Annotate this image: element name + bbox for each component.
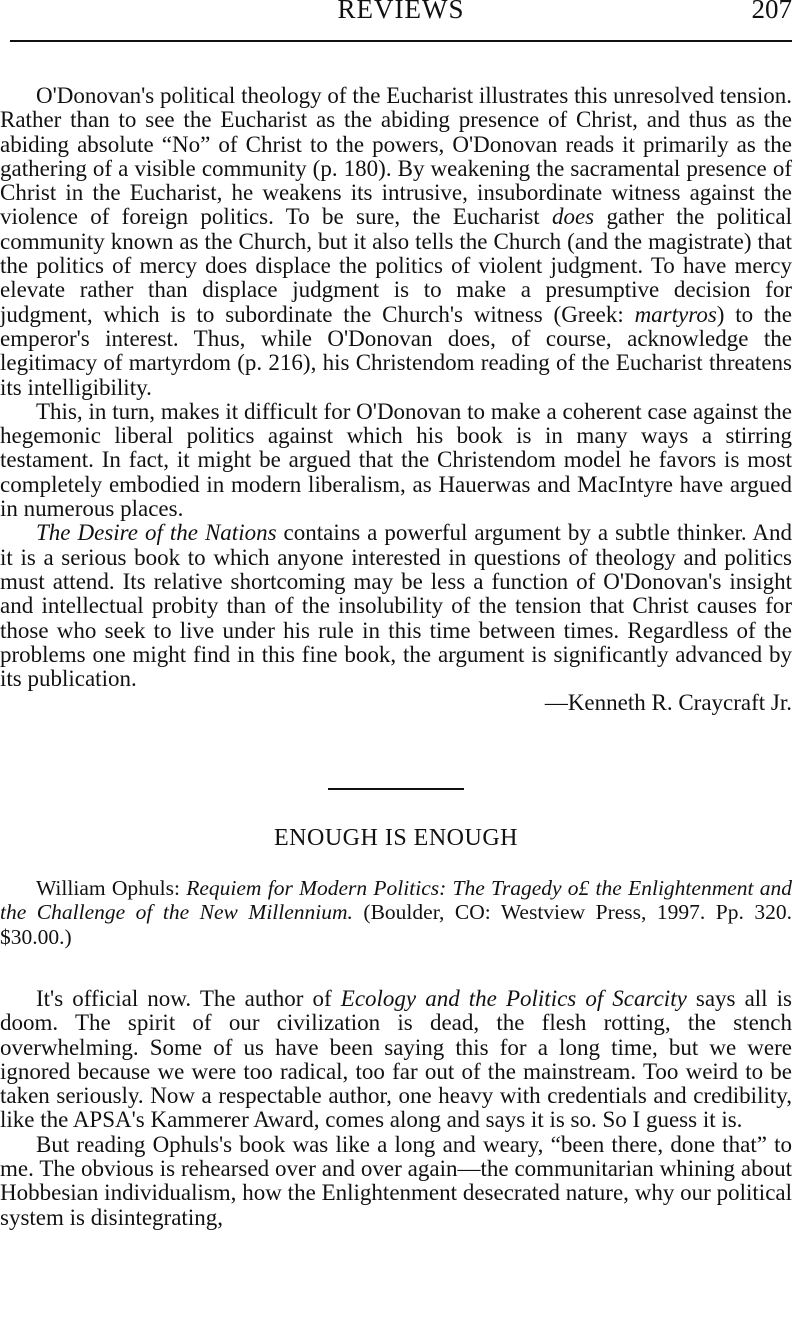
article-body bbox=[0, 84, 792, 1230]
review2-paragraph-2: But reading Ophuls's book was like a long and weary, “been there, done that” to me. The obvious is rehearsed over and over again—the communitarian whining about Hobbesian individualism, how the Enlightenment desecrated nature, why our political system is disintegrating, bbox=[0, 1131, 792, 1230]
review2-paragraph-1: It's official now. The author of Ecology and the Politics of Scarcity says all is doom. The spirit of our civilization is dead, the flesh rotting, the stench overwhelming. Some of us have been saying this for a long time, but we were ignored because we were too radical, too far out of the mainstream. Too weird to be taken seriously. Now a respectable author, one heavy with credentials and credibility, like the APSA's Kammerer Award, comes along and says it is so. So I guess it is. bbox=[0, 985, 792, 1133]
running-head-title: REVIEWS bbox=[337, 0, 465, 24]
section-divider bbox=[328, 788, 464, 790]
review1-signature: —Kenneth R. Craycraft Jr. bbox=[544, 690, 792, 716]
review2-title: ENOUGH IS ENOUGH bbox=[274, 824, 518, 851]
review1-paragraph-2: This, in turn, makes it difficult for O'Donovan to make a coherent case against the hegemonic liberal politics against which his book is in many ways a stirring testament. In fact, it might be argued that the Christendom model he favors is most completely embodied in modern liberalism, as Hauerwas and MacIntyre have argued in numerous places. bbox=[0, 398, 792, 522]
review-oDonovan bbox=[0, 84, 792, 716]
review1-paragraph-3: The Desire of the Nations contains a powerful argument by a subtle thinker. And it is a serious book to which anyone interested in questions of theology and politics must attend. Its relative shortcoming may be less a function of O'Donovan's insight and intellectual probity than of the insolubility of the tension that Christ causes for those who seek to live under his rule in this time between times. Regardless of the problems one might find in this fine book, the argument is significantly advanced by its publication. bbox=[0, 520, 792, 692]
review-enough-is-enough bbox=[0, 826, 792, 1230]
page-number: 207 bbox=[751, 0, 792, 24]
review1-paragraph-1: O'Donovan's political theology of the Eucharist illustrates this unresolved tension. Rather than to see the Eucharist as the abiding presence of Christ, and thus as the abiding absolute “No” of Christ to the powers, O'Donovan reads it primarily as the gathering of a visible community (p. 180). By weakening the sacramental presence of Christ in the Eucharist, he weakens its intrusive, insubordinate witness against the violence of foreign politics. To be sure, the Eucharist does gather the political community known as the Church, but it also tells the Church (and the magistrate) that the politics of mercy does displace the politics of violent judgment. To have mercy elevate rather than displace judgment is to make a presumptive decision for judgment, which is to subordinate the Church's witness (Greek: martyros) to the emperor's interest. Thus, while O'Donovan does, of course, acknowledge the legitimacy of martyrdom (p. 216), his Christendom reading of the Eucharist threatens its intelligibility. bbox=[0, 83, 792, 400]
review2-book-citation: William Ophuls: Requiem for Modern Politics: The Tragedy o£ the Enlightenment and the Challenge of the New Millennium. (Boulder, CO: Westview Press, 1997. Pp. 320. $30.00.) bbox=[0, 876, 793, 949]
running-header bbox=[10, 0, 792, 42]
